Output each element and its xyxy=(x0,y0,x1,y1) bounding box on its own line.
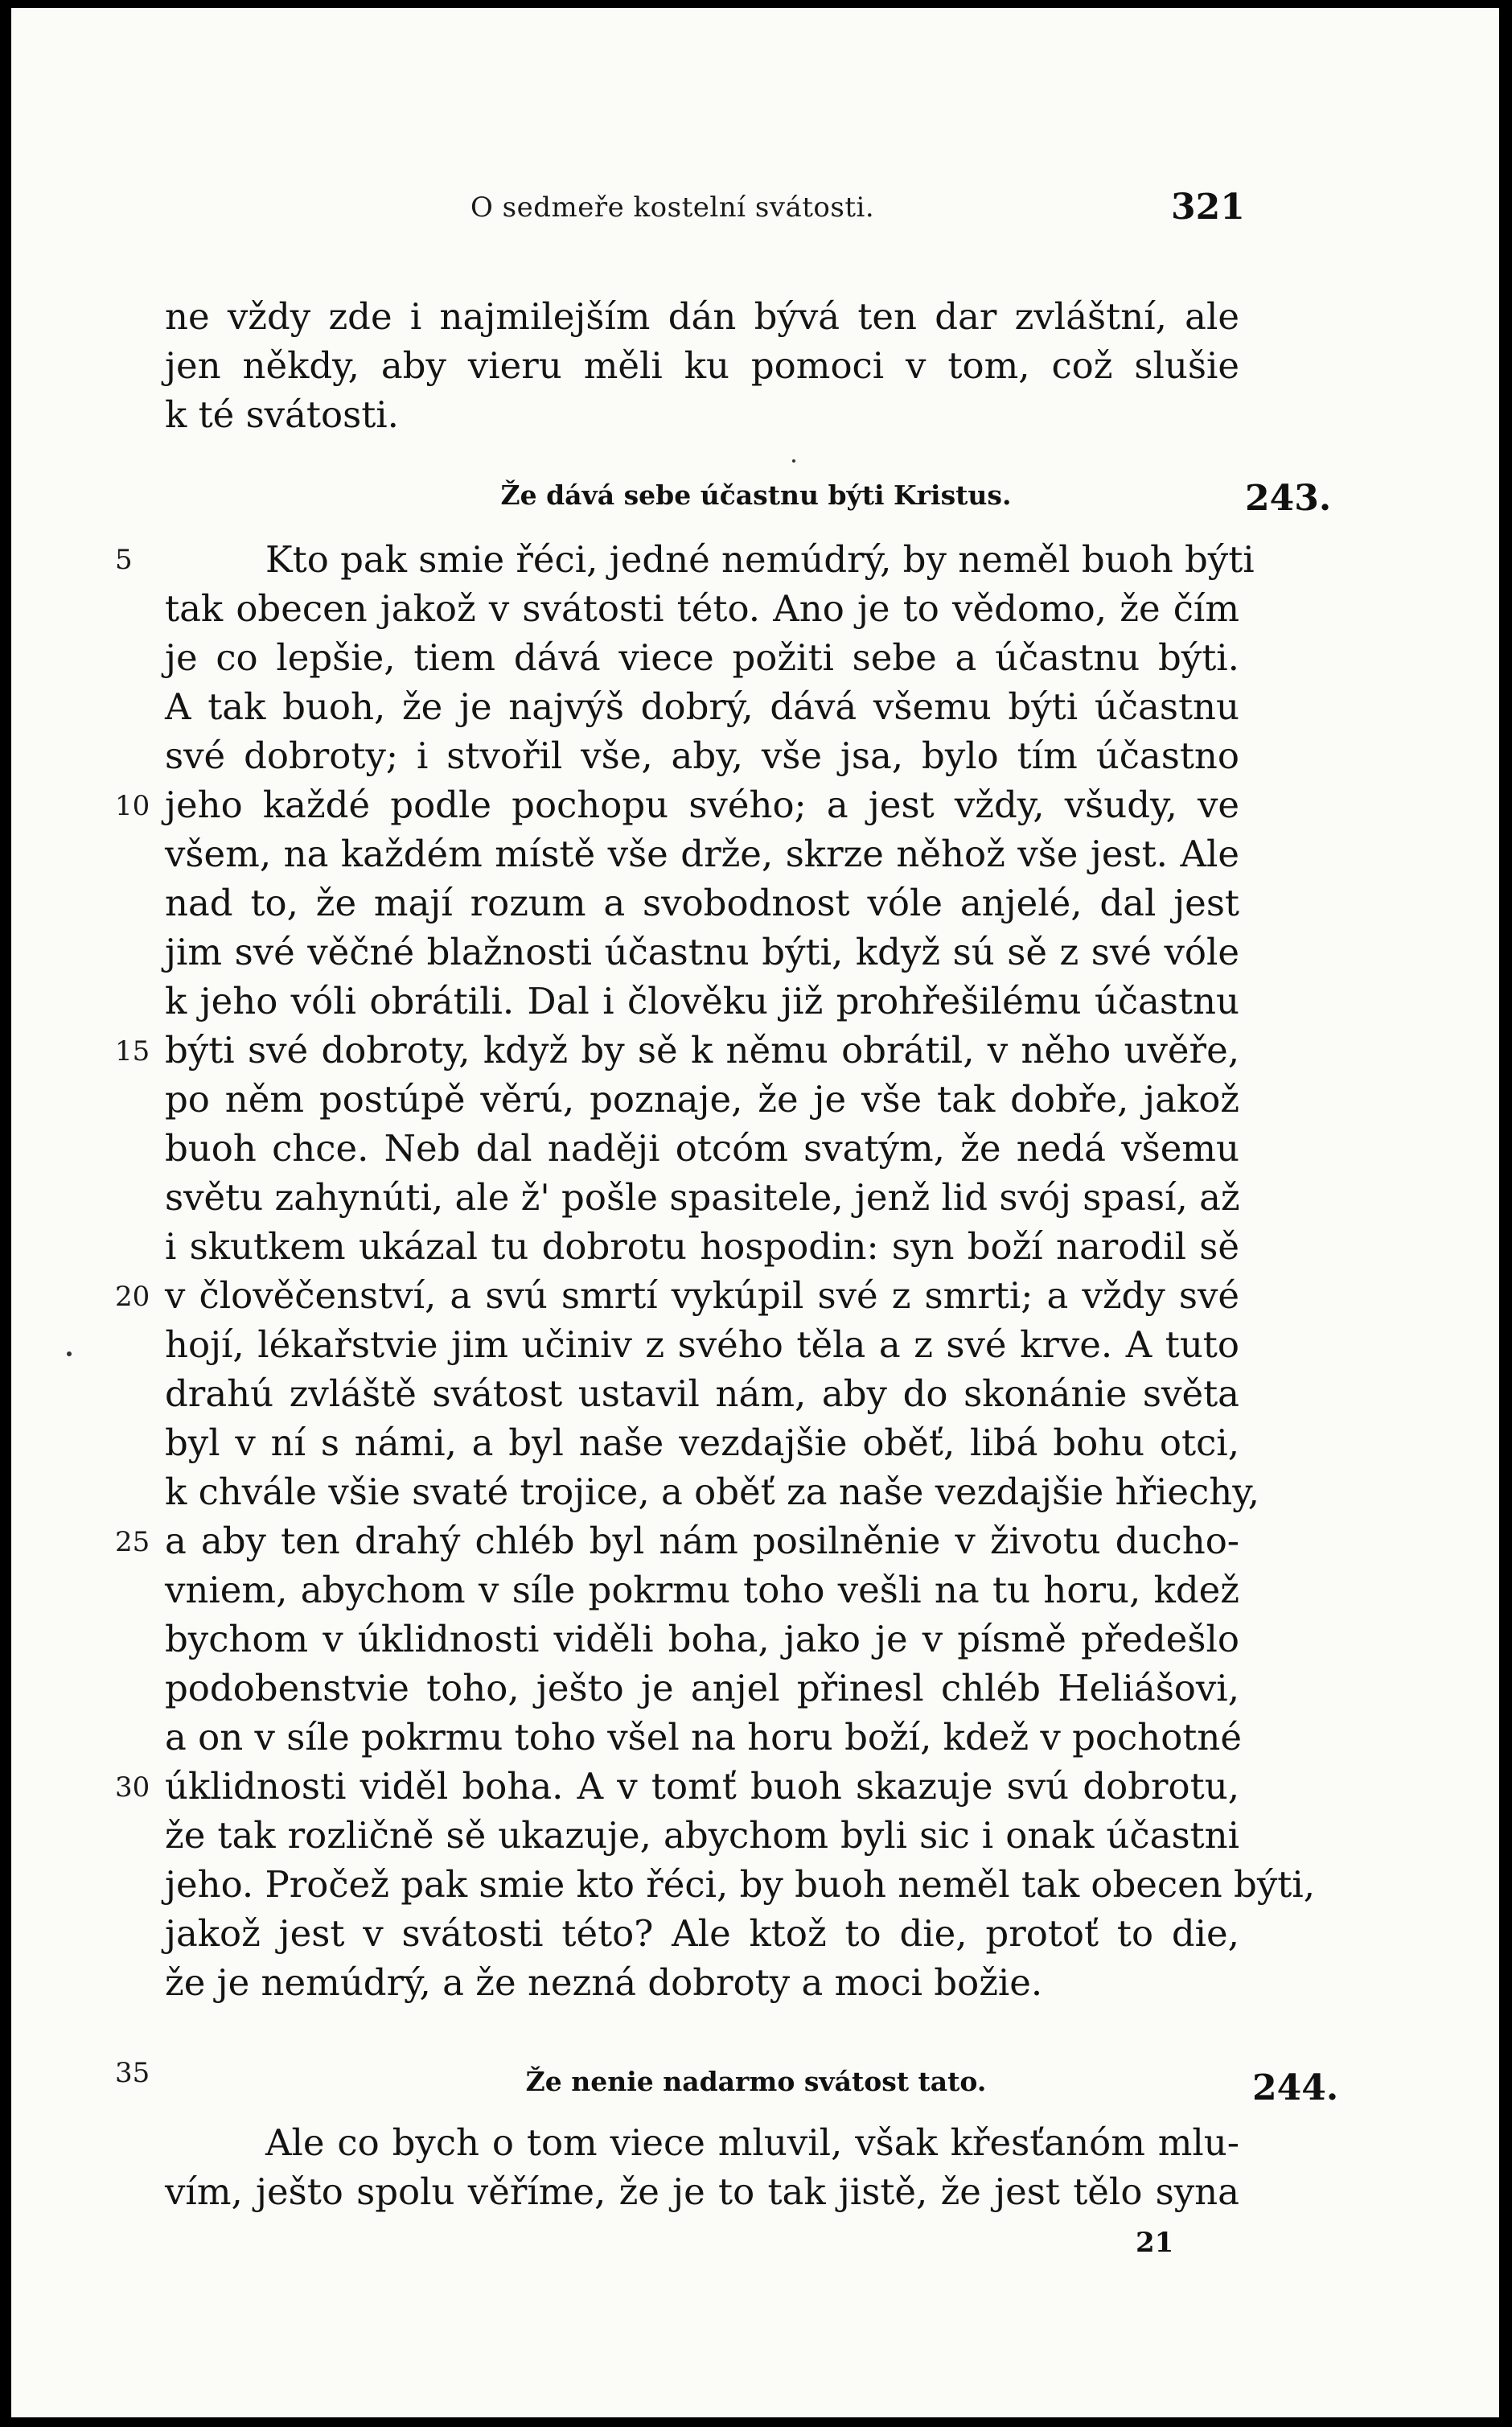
text-line: Ale co bych o tom viece mluvil, však křesťanóm mlu- xyxy=(265,2121,1239,2164)
text-line: je co lepšie, tiem dává viece požiti sebe a účastnu býti. xyxy=(165,636,1239,679)
text-line: své dobroty; i stvořil vše, aby, vše jsa, bylo tím účastno xyxy=(165,734,1239,777)
text-line: jeho každé podle pochopu svého; a jest vždy, všudy, ve xyxy=(165,784,1239,826)
text-line: k té svátosti. xyxy=(165,393,399,436)
text-line: tak obecen jakož v svátosti této. Ano je to vědomo, že čím xyxy=(165,587,1239,630)
text-line: k jeho vóli obrátili. Dal i člověku již prohřešilému účastnu xyxy=(165,980,1239,1022)
text-line: vím, ješto spolu věříme, že je to tak jistě, že jest tělo syna xyxy=(165,2170,1239,2213)
text-line: k chvále všie svaté trojice, a oběť za naše vezdajšie hřiechy, xyxy=(165,1471,1259,1513)
text-line: po něm postúpě věrú, poznaje, že je vše tak dobře, jakož xyxy=(165,1078,1239,1121)
text-line: hojí, lékařstvie jim učiniv z svého těla a z své krve. A tuto xyxy=(165,1323,1239,1366)
text-line: i skutkem ukázal tu dobrotu hospodin: syn boží narodil sě xyxy=(165,1225,1239,1268)
text-line: jim své věčné blažnosti účastnu býti, když sú sě z své vóle xyxy=(165,931,1239,973)
section-number-244: 244. xyxy=(1252,2067,1339,2108)
line-number: 25 xyxy=(115,1526,150,1558)
text-line: a on v síle pokrmu toho všel na horu boží, kdež v pochotné xyxy=(165,1716,1242,1759)
line-number: 15 xyxy=(115,1035,150,1067)
text-line: úklidnosti viděl boha. A v tomť buoh skazuje svú dobrotu, xyxy=(165,1765,1239,1808)
text-line: A tak buoh, že je najvýš dobrý, dává všemu býti účastnu xyxy=(165,685,1239,728)
text-line: vniem, abychom v síle pokrmu toho vešli na tu horu, kdež xyxy=(165,1569,1239,1611)
text-line: bychom v úklidnosti viděli boha, jako je v písmě předešlo xyxy=(165,1618,1239,1660)
text-line: jeho. Pročež pak smie kto řéci, by buoh neměl tak obecen býti, xyxy=(165,1863,1316,1906)
text-line: jakož jest v svátosti této? Ale ktož to die, protoť to die, xyxy=(165,1912,1239,1955)
section-number-243: 243. xyxy=(1245,478,1332,519)
signature-mark: 21 xyxy=(1136,2227,1174,2259)
text-line: a aby ten drahý chléb byl nám posilněnie v životu ducho- xyxy=(165,1520,1239,1562)
text-line: nad to, že mají rozum a svobodnost vóle anjelé, dal jest xyxy=(165,882,1239,924)
line-number: 30 xyxy=(115,1771,150,1804)
text-line: jen někdy, aby vieru měli ku pomoci v tom, což slušie xyxy=(165,344,1239,387)
text-line: v člověčenství, a svú smrtí vykúpil své z smrti; a vždy své xyxy=(165,1274,1239,1317)
text-line: že tak rozličně sě ukazuje, abychom byli sic i onak účastni xyxy=(165,1814,1239,1857)
page-header xyxy=(0,187,1512,240)
text-line: že je nemúdrý, a že nezná dobroty a moci božie. xyxy=(165,1961,1043,2004)
line-number: 35 xyxy=(115,2057,150,2089)
paragraph-continuation xyxy=(165,292,1239,439)
line-number: 20 xyxy=(115,1281,150,1313)
section-244-body xyxy=(165,2118,1239,2216)
speck-mark xyxy=(792,459,795,463)
text-line: ne vždy zde i najmilejším dán bývá ten dar zvláštní, ale xyxy=(165,295,1239,338)
section-243-body xyxy=(165,535,1316,2007)
running-title: O sedmeře kostelní svátosti. xyxy=(470,191,875,224)
speck-mark xyxy=(67,1351,72,1356)
text-line: byl v ní s námi, a byl naše vezdajšie oběť, libá bohu otci, xyxy=(165,1421,1239,1464)
text-line: býti své dobroty, když by sě k němu obrátil, v něho uvěře, xyxy=(165,1029,1239,1072)
text-line: Kto pak smie řéci, jedné nemúdrý, by neměl buoh býti xyxy=(265,538,1255,581)
line-number: 10 xyxy=(115,790,150,822)
line-number: 5 xyxy=(115,544,133,576)
text-line: buoh chce. Neb dal naději otcóm svatým, že nedá všemu xyxy=(165,1127,1239,1170)
text-line: světu zahynúti, ale ž' pošle spasitele, jenž lid svój spasí, až xyxy=(165,1176,1240,1219)
section-heading-243: Že dává sebe účastnu býti Kristus. xyxy=(500,479,1012,511)
text-line: drahú zvláště svátost ustavil nám, aby do skonánie světa xyxy=(165,1372,1239,1415)
text-line: podobenstvie toho, ješto je anjel přinesl chléb Heliášovi, xyxy=(165,1667,1239,1709)
section-heading-244: Že nenie nadarmo svátost tato. xyxy=(525,2066,987,2097)
text-line: všem, na každém místě vše drže, skrze něhož vše jest. Ale xyxy=(165,833,1239,875)
page-number: 321 xyxy=(1171,187,1245,228)
